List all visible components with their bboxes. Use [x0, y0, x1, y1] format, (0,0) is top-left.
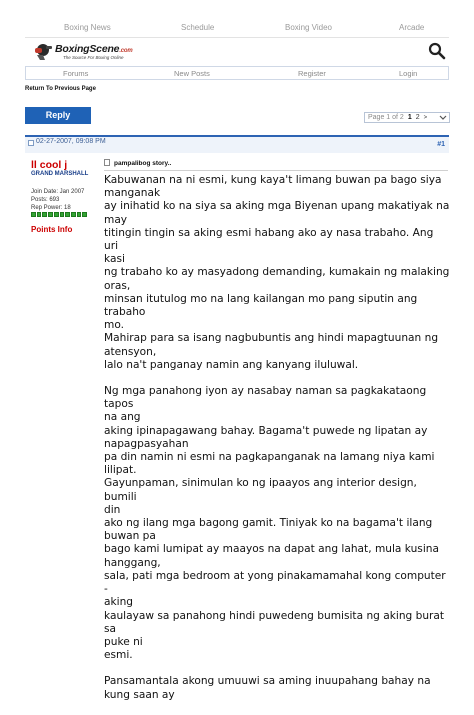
logo-suffix: .com: [119, 48, 133, 54]
title-divider: [104, 170, 448, 171]
rep-pip: [54, 212, 59, 217]
post-title: [104, 159, 171, 167]
page-current: 1: [407, 114, 412, 121]
return-to-previous-link[interactable]: Return To Previous Page: [25, 86, 96, 92]
username-link[interactable]: ll cool j: [31, 159, 68, 171]
user-join-date: Join Date: Jan 2007: [31, 189, 85, 195]
post-body: [104, 174, 450, 715]
forum-subnav: [25, 66, 449, 80]
post-number-link[interactable]: #1: [437, 141, 445, 148]
user-posts: Posts: 693: [31, 197, 60, 203]
nav-divider: [25, 37, 449, 38]
subnav-register[interactable]: Register: [298, 69, 326, 78]
rep-pip: [60, 212, 65, 217]
user-meta: [31, 188, 84, 212]
subnav-login[interactable]: Login: [399, 69, 418, 78]
rep-pip: [31, 212, 36, 217]
rep-pip: [37, 212, 42, 217]
nav-boxing-video[interactable]: Boxing Video: [285, 23, 332, 32]
points-info-link[interactable]: Points Info: [31, 225, 73, 234]
top-nav: [0, 0, 474, 38]
reputation-bar: [31, 212, 87, 217]
search-icon[interactable]: [428, 42, 446, 60]
rep-pip: [77, 212, 82, 217]
logo-tagline: The Source For Boxing Online: [63, 55, 124, 60]
rep-pip: [71, 212, 76, 217]
page-2-link[interactable]: 2: [415, 114, 420, 121]
page-next-link[interactable]: >: [423, 114, 428, 121]
post-paragraph: Ng mga panahong iyon ay nasabay naman sa pagkakatao​ng tapos na ang aking ipinapagawang bahay. Bagama't puwede ng lipatan ay napagpasyahan pa din namin ni esmi na pagkapanganak na lamang niya kami lilipat. Gayunpaman, sinimulan ko ng ipaayos ang interior design, bumili din ako ng ilang mga bagong gamit. Tiniyak ko na bagama't ilang buwan pa bago kami lumipat ay maayos na dapat ang lahat, mula kusina hanggang, sala, pati mga bedroom at yong pinakamamahal kong computer - aking kaulayaw sa panahong hindi puwedeng bumisita ng aking burat sa puke ni esmi.: [104, 385, 446, 662]
subnav-new-posts[interactable]: New Posts: [174, 69, 210, 78]
rep-pip: [42, 212, 47, 217]
logo-wordmark: [55, 43, 133, 55]
rep-pip: [48, 212, 53, 217]
pagination: [364, 112, 450, 123]
post-header: [25, 135, 449, 153]
user-rank: GRAND MARSHALL: [31, 171, 89, 177]
nav-arcade[interactable]: Arcade: [399, 23, 425, 32]
nav-schedule[interactable]: Schedule: [181, 23, 215, 32]
subnav-forums[interactable]: Forums: [63, 69, 89, 78]
nav-boxing-news[interactable]: Boxing News: [64, 23, 111, 32]
document-icon: [104, 159, 110, 166]
reply-button[interactable]: Reply: [25, 107, 91, 124]
post-title-text: pampalibog story..: [114, 160, 172, 167]
page-label: Page 1 of 2: [368, 114, 404, 121]
chevron-down-icon[interactable]: [438, 113, 448, 122]
post-date: 02-27-2007, 09:08 PM: [36, 138, 106, 145]
logo-name: BoxingScene: [55, 43, 120, 55]
rep-pip: [65, 212, 70, 217]
rep-pip: [82, 212, 87, 217]
post-paragraph: Kabuwanan na ni esmi, kung kaya't limang buwan pa bago siya manganak ay inihatid ko na siya sa aking mga Biyenan upang makatiyak na may titingin tingin sa aking esmi habang ako ay nasa trabaho. Ang uri kasi ng trabaho ko ay masyadong demanding, kumakain ng malaking oras, minsan itutulog mo na lang kailangan mo pang siputin ang trabaho mo. Mahirap para sa isang nagbubuntis ang hindi mapagtuunan ng atensyon, lalo na't panganay namin ang kanyang iluluwal.: [104, 174, 450, 371]
site-logo[interactable]: [31, 40, 141, 64]
user-rep-power: Rep Power: 18: [31, 205, 71, 211]
post-paragraph: Pansamantala akong umuuwi sa aming inuupahang bahay na kung saan ay: [104, 675, 431, 701]
boxing-glove-icon: [31, 41, 53, 61]
